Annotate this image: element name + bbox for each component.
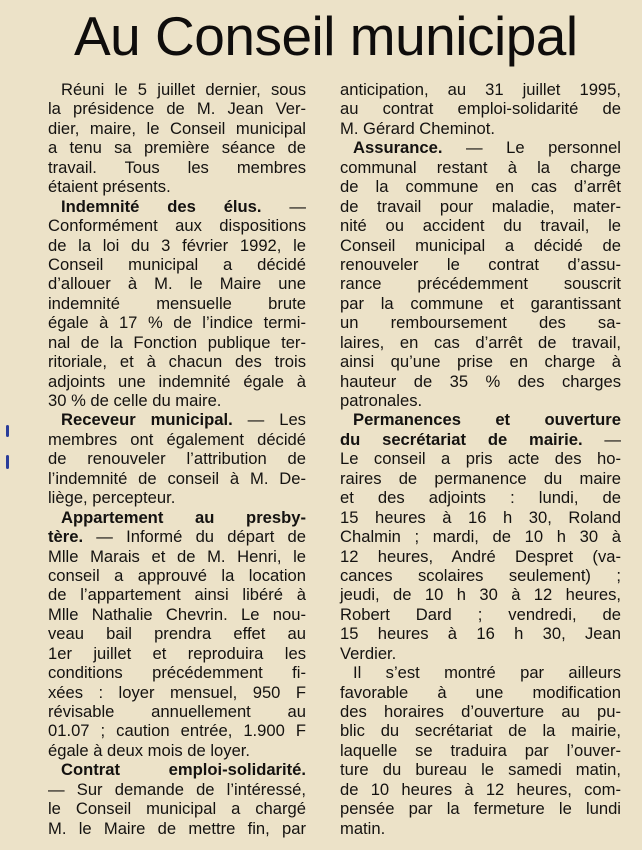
line-text: a tenu sa première séance de: [48, 138, 306, 158]
section-heading: Appartement au presby-: [61, 507, 306, 527]
line-text: 15 heures à 16 h 30, Roland: [340, 507, 621, 527]
line-text: liège, percepteur.: [48, 488, 176, 508]
text-line: [48, 372, 306, 391]
text-line: [340, 197, 621, 216]
line-text: de travail pour maladie, mater-: [340, 196, 621, 216]
text-line: [340, 313, 621, 332]
text-line: [48, 391, 306, 410]
line-text: ainsi qu’une prise en charge à: [340, 352, 621, 372]
text-line: [340, 236, 621, 255]
line-text: cances scolaires seulement) ;: [340, 565, 621, 585]
section-heading: tère.: [48, 527, 84, 547]
text-line: [340, 527, 621, 546]
article-column-right: [340, 80, 621, 838]
ink-mark: [6, 455, 9, 469]
line-text: anticipation, au 31 juillet 1995,: [340, 80, 621, 99]
text-line: [48, 721, 306, 740]
line-text: — Le personnel: [442, 138, 621, 158]
text-line: [340, 799, 621, 818]
text-line: [48, 158, 306, 177]
line-text: nité ou accident du travail, le: [340, 216, 621, 236]
text-line: [48, 410, 306, 429]
line-text: —: [261, 196, 306, 216]
text-line: [48, 352, 306, 371]
text-line: [48, 469, 306, 488]
line-text: de la commune en cas d’arrêt: [340, 177, 621, 197]
text-line: [48, 255, 306, 274]
text-line: [340, 216, 621, 235]
line-text: égale à 17 % de l’indice termi-: [48, 313, 306, 333]
text-line: [340, 683, 621, 702]
text-line: [340, 430, 621, 449]
line-text: Mlle Nathalie Chevrin. Le nou-: [48, 604, 306, 624]
line-text: d’allouer à M. le Maire une: [48, 274, 306, 294]
text-line: [48, 527, 306, 546]
line-text: adjoints une indemnité égale à: [48, 371, 306, 391]
line-text: dier, maire, le Conseil municipal: [48, 118, 306, 138]
line-text: matin.: [340, 818, 386, 838]
line-text: révisable annuellement au: [48, 702, 306, 721]
text-line: [48, 741, 306, 760]
text-line: [48, 274, 306, 293]
section-heading: Contrat emploi-solidarité.: [61, 760, 306, 780]
line-text: Mlle Marais et de M. Henri, le: [48, 546, 306, 566]
text-line: [48, 585, 306, 604]
line-text: renouveler le contrat d’assu-: [340, 254, 621, 274]
text-line: [340, 566, 621, 585]
text-line: [48, 177, 306, 196]
text-line: [340, 352, 621, 371]
text-line: [340, 819, 621, 838]
line-text: M. le Maire de mettre fin, par: [48, 818, 306, 838]
line-text: veau bail prendra effet au: [48, 624, 306, 644]
text-line: [48, 508, 306, 527]
line-text: de renouveler l’attribution de: [48, 449, 306, 469]
text-line: [340, 138, 621, 157]
text-line: [48, 547, 306, 566]
text-line: [48, 333, 306, 352]
line-text: de 10 heures à 12 heures, com-: [340, 779, 621, 799]
text-line: [340, 488, 621, 507]
text-line: [340, 624, 621, 643]
text-line: [48, 644, 306, 663]
line-text: Conseil municipal a décidé: [48, 254, 306, 274]
line-text: l’indemnité de conseil à M. De-: [48, 468, 306, 488]
line-text: raires de permanence du maire: [340, 468, 621, 488]
line-text: étaient présents.: [48, 177, 171, 197]
text-line: [340, 508, 621, 527]
text-line: [340, 780, 621, 799]
text-line: [48, 138, 306, 157]
text-line: [340, 294, 621, 313]
text-line: [48, 760, 306, 779]
article-column-left: [48, 80, 306, 838]
line-text: la présidence de M. Jean Ver-: [48, 99, 306, 119]
line-text: 12 heures, André Despret (va-: [340, 546, 621, 566]
line-text: ture du bureau le samedi matin,: [340, 760, 621, 780]
text-line: [340, 177, 621, 196]
line-text: laires, en cas d’arrêt de travail,: [340, 332, 621, 352]
text-line: [340, 274, 621, 293]
text-line: [48, 799, 306, 818]
line-text: membres ont également décidé: [48, 429, 306, 449]
text-line: [340, 721, 621, 740]
line-text: le Conseil municipal a chargé: [48, 799, 306, 819]
text-line: [340, 410, 621, 429]
line-text: pensée par la fermeture le lundi: [340, 799, 621, 819]
text-line: [340, 99, 621, 118]
line-text: jeudi, de 10 h 30 à 12 heures,: [340, 585, 621, 605]
line-text: xées : loyer mensuel, 950 F: [48, 682, 306, 702]
text-line: [48, 488, 306, 507]
line-text: Verdier.: [340, 643, 397, 663]
text-line: [340, 158, 621, 177]
text-line: [48, 702, 306, 721]
text-line: [340, 391, 621, 410]
line-text: 01.07 ; caution entrée, 1.900 F: [48, 721, 306, 741]
text-line: [340, 119, 621, 138]
text-line: [48, 236, 306, 255]
line-text: Chalmin ; mardi, de 10 h 30 à: [340, 527, 621, 547]
line-text: hauteur de 35 % des charges: [340, 371, 621, 391]
section-heading: Assurance.: [353, 138, 443, 158]
line-text: des horaires d’ouverture au pu-: [340, 702, 621, 721]
text-line: [48, 663, 306, 682]
text-line: [48, 449, 306, 468]
line-text: égale à deux mois de loyer.: [48, 740, 251, 760]
text-line: [48, 119, 306, 138]
text-line: [48, 780, 306, 799]
text-line: [340, 585, 621, 604]
line-text: 1er juillet et reproduira les: [48, 643, 306, 663]
line-text: Conseil municipal a décidé de: [340, 235, 621, 255]
text-line: [48, 294, 306, 313]
text-line: [48, 605, 306, 624]
ink-mark: [6, 425, 9, 437]
text-line: [340, 663, 621, 682]
line-text: —: [582, 429, 621, 449]
line-text: Le conseil a pris acte des ho-: [340, 449, 621, 469]
line-text: conditions précédemment fi-: [48, 663, 306, 683]
text-line: [48, 819, 306, 838]
line-text: travail. Tous les membres: [48, 157, 306, 177]
line-text: Robert Dard ; vendredi, de: [340, 604, 621, 624]
text-line: [340, 605, 621, 624]
line-text: blic du secrétariat de la mairie,: [340, 721, 621, 741]
line-text: rance précédemment souscrit: [340, 274, 621, 294]
text-line: [48, 430, 306, 449]
article-title: Au Conseil municipal: [74, 5, 578, 67]
text-line: [340, 644, 621, 663]
line-text: conseil a approuvé la location: [48, 565, 306, 585]
line-text: de la loi du 3 février 1992, le: [48, 235, 306, 255]
line-text: — Sur demande de l’intéressé,: [48, 779, 306, 799]
line-text: 15 heures à 16 h 30, Jean: [340, 624, 621, 644]
text-line: [340, 372, 621, 391]
line-text: communal restant à la charge: [340, 157, 621, 177]
text-line: [340, 255, 621, 274]
section-heading: Permanences et ouverture: [353, 410, 621, 430]
line-text: de l’appartement ainsi libéré à: [48, 585, 306, 605]
text-line: [340, 449, 621, 468]
text-line: [48, 197, 306, 216]
text-line: [48, 313, 306, 332]
line-text: Réuni le 5 juillet dernier, sous: [61, 80, 306, 99]
line-text: — Les: [232, 410, 306, 430]
text-line: [48, 624, 306, 643]
section-heading: Receveur municipal.: [61, 410, 233, 430]
text-line: [340, 547, 621, 566]
text-line: [340, 760, 621, 779]
section-heading: du secrétariat de mairie.: [340, 429, 583, 449]
text-line: [340, 702, 621, 721]
line-text: indemnité mensuelle brute: [48, 293, 306, 313]
line-text: au contrat emploi-solidarité de: [340, 99, 621, 119]
line-text: patronales.: [340, 391, 423, 410]
line-text: par la commune et garantissant: [340, 293, 621, 313]
line-text: et des adjoints : lundi, de: [340, 488, 621, 508]
section-heading: Indemnité des élus.: [61, 196, 262, 216]
line-text: M. Gérard Cheminot.: [340, 118, 495, 138]
line-text: ritoriale, et à chacun des trois: [48, 352, 306, 372]
text-line: [48, 566, 306, 585]
text-line: [48, 216, 306, 235]
line-text: 30 % de celle du maire.: [48, 391, 222, 410]
text-line: [340, 741, 621, 760]
line-text: favorable à une modification: [340, 682, 621, 702]
text-line: [48, 80, 306, 99]
line-text: un remboursement des sa-: [340, 313, 621, 333]
text-line: [340, 80, 621, 99]
line-text: Conformément aux dispositions: [48, 216, 306, 236]
line-text: Il s’est montré par ailleurs: [353, 663, 621, 683]
text-line: [340, 333, 621, 352]
line-text: nal de la Fonction publique ter-: [48, 332, 306, 352]
text-line: [48, 99, 306, 118]
text-line: [340, 469, 621, 488]
line-text: — Informé du départ de: [83, 527, 306, 547]
line-text: laquelle se traduira par l’ouver-: [340, 740, 621, 760]
text-line: [48, 683, 306, 702]
